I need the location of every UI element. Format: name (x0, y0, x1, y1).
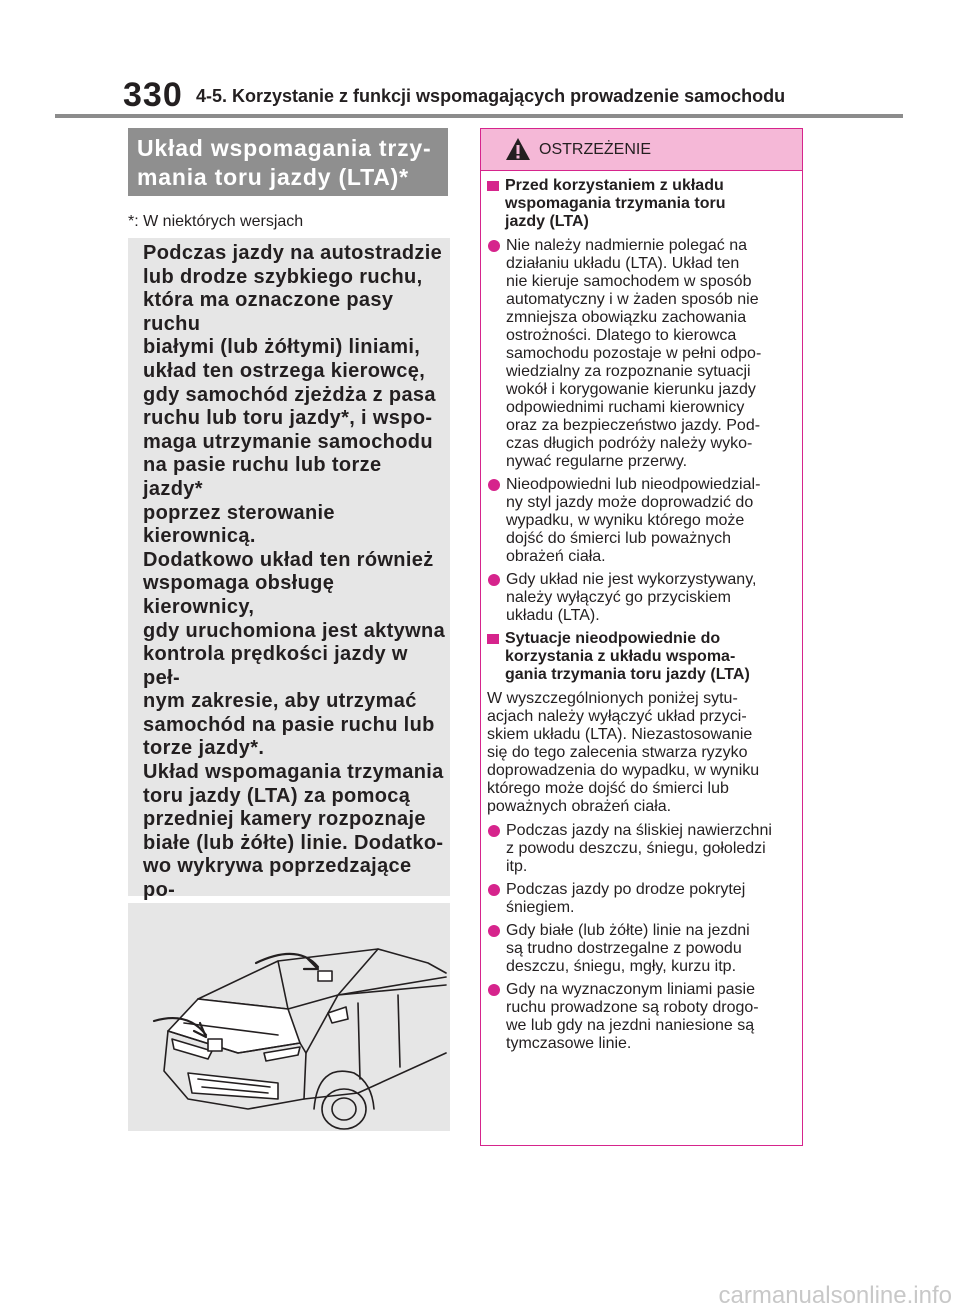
warning-bullet (487, 571, 795, 625)
warning-heading (487, 177, 795, 231)
chapter-title: 4-5. Korzystanie z funkcji wspomagających prowadzenie samochodu (196, 86, 786, 106)
section-title-text: Układ wspomagania trzy- mania toru jazdy (LTA)* (137, 135, 432, 190)
car-illustration (128, 903, 450, 1131)
page-number: 330 (123, 76, 183, 114)
warning-bullet (487, 476, 795, 566)
round-bullet-icon (488, 884, 500, 896)
warning-bullet-text: Podczas jazdy na śliskiej nawierzchni z powodu deszczu, śniegu, gołoledzi itp. (506, 822, 772, 875)
section-title (128, 128, 448, 196)
warning-bullet (487, 922, 795, 976)
warning-paragraph: W wyszczególnionych poniżej sytu- acjach należy wyłączyć układ przyci- skiem układu (LTA). Niezastosowanie się do tego zalecenia stwarza ryzyko doprowadzenia do wypadku, w wyniku którego może dojść do śmierci lub poważnych obrażeń ciała. (487, 690, 760, 815)
header-divider (55, 114, 903, 118)
warning-bullet-text: Nie należy nadmiernie polegać na działaniu układu (LTA). Układ ten nie kieruje samochodem w sposób automatyczny i w żaden sposób nie zmniejsza obowiązku zachowania ostrożności. Dlatego to kierowca samochodu pozostaje w pełni odpo- wiedzialny za rozpoznanie sytuacji wokół i korygowanie kierunku jazdy odpowiednimi ruchami kierownicy oraz za bezpieczeństwo jazdy. Pod- czas długich podróży należy wyko- nywać regularne przerwy. (506, 237, 762, 470)
warning-heading-text: Przed korzystaniem z układu wspomagania trzymania toru jazdy (LTA) (505, 177, 726, 230)
title-note: *: W niektórych wersjach (128, 213, 304, 230)
warning-bullet (487, 237, 795, 471)
round-bullet-icon (488, 825, 500, 837)
round-bullet-icon (488, 240, 500, 252)
warning-header (481, 129, 802, 171)
warning-bullet (487, 822, 795, 876)
square-bullet-icon (487, 181, 499, 191)
warning-heading-text: Sytuacje nieodpowiednie do korzystania z układu wspoma- gania trzymania toru jazdy (LTA) (505, 630, 750, 683)
warning-triangle-icon (505, 137, 531, 161)
warning-bullet (487, 981, 795, 1053)
round-bullet-icon (488, 479, 500, 491)
warning-heading (487, 630, 795, 684)
round-bullet-icon (488, 574, 500, 586)
warning-body (481, 171, 802, 1053)
warning-label: OSTRZEŻENIE (539, 141, 652, 158)
warning-bullet (487, 881, 795, 917)
round-bullet-icon (488, 984, 500, 996)
warning-bullet-text: Gdy układ nie jest wykorzystywany, należy wyłączyć go przyciskiem układu (LTA). (506, 571, 757, 624)
intro-text: Podczas jazdy na autostradzie lub drodze szybkiego ruchu, która ma oznaczone pasy ruchu białymi (lub żółtymi) liniami, układ ten ostrzega kierowcę, gdy samochód zjeżdża z pasa ruchu lub toru jazdy*, i wspo- maga utrzymanie samochodu na pasie ruchu lub torze jazdy* poprzez sterowanie kierownicą. Dodatkowo układ ten również wspomaga obsługę kierownicy, gdy uruchomiona jest aktywna kontrola prędkości jazdy w peł- nym zakresie, aby utrzymać samochód na pasie ruchu lub torze jazdy*. Układ wspomagania trzymania toru jazdy (LTA) za pomocą przedniej kamery rozpoznaje białe (lub żółte) linie. Dodatko- wo wykrywa poprzedzające po- (143, 242, 446, 902)
warning-bullet-text: Gdy białe (lub żółte) linie na jezdni są trudno dostrzegalne z powodu deszczu, śniegu, mgły, kurzu itp. (506, 922, 750, 975)
warning-bullet-text: Nieodpowiedni lub nieodpowiedzial- ny styl jazdy może doprowadzić do wypadku, w wyniku którego może dojść do śmierci lub poważnych obrażeń ciała. (506, 476, 761, 565)
car-illustration-drawing (128, 903, 450, 1131)
warning-bullet-text: Gdy na wyznaczonym liniami pasie ruchu prowadzone są roboty drogo- we lub gdy na jezdni naniesione są tymczasowe linie. (506, 981, 759, 1052)
warning-box (480, 128, 803, 1146)
round-bullet-icon (488, 925, 500, 937)
watermark: carmanualsonline.info (718, 1282, 952, 1309)
square-bullet-icon (487, 634, 499, 644)
warning-bullet-text: Podczas jazdy po drodze pokrytej śniegiem. (506, 881, 746, 916)
intro-box (128, 238, 450, 902)
